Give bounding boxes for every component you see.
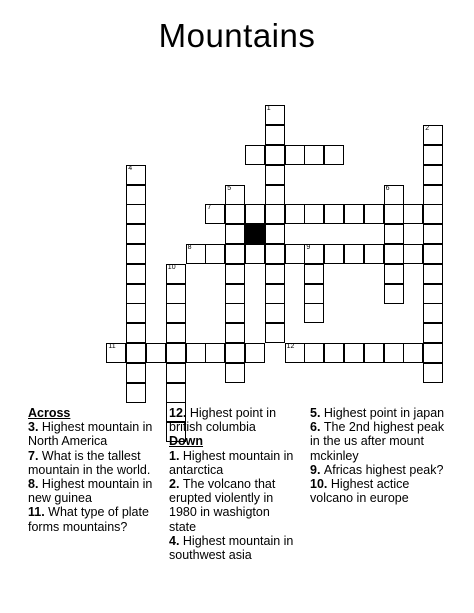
grid-cell[interactable]: [265, 204, 285, 224]
grid-cell[interactable]: [384, 224, 404, 244]
grid-cell[interactable]: [423, 125, 443, 145]
grid-cell[interactable]: [423, 323, 443, 343]
grid-cell[interactable]: [364, 204, 384, 224]
grid-cell[interactable]: [126, 185, 146, 205]
clue-number: 2: [425, 125, 430, 133]
grid-cell[interactable]: [166, 343, 186, 363]
across-clue-list-cont: [169, 406, 297, 434]
grid-cell[interactable]: [146, 343, 166, 363]
grid-cell[interactable]: [225, 323, 245, 343]
grid-cell[interactable]: [186, 244, 206, 264]
grid-cell[interactable]: [126, 224, 146, 244]
down-clue-list: [169, 449, 297, 563]
grid-cell[interactable]: [126, 264, 146, 284]
grid-cell[interactable]: [126, 284, 146, 304]
grid-cell[interactable]: [304, 204, 324, 224]
grid-cell[interactable]: [304, 284, 324, 304]
down-heading: Down: [169, 434, 204, 449]
black-cell: [245, 224, 265, 244]
grid-cell[interactable]: [344, 204, 364, 224]
grid-cell[interactable]: [225, 185, 245, 205]
grid-cell[interactable]: [265, 185, 285, 205]
grid-cell[interactable]: [225, 224, 245, 244]
grid-cell[interactable]: [304, 244, 324, 264]
grid-cell[interactable]: [423, 264, 443, 284]
grid-cell[interactable]: [423, 284, 443, 304]
clue-column-3: [310, 406, 450, 505]
grid-cell[interactable]: [126, 323, 146, 343]
grid-cell[interactable]: [126, 204, 146, 224]
grid-cell[interactable]: [324, 145, 344, 165]
clue-text: 4. Highest mountain in southwest asia: [169, 533, 294, 563]
grid-cell[interactable]: [205, 244, 225, 264]
grid-cell[interactable]: [384, 244, 404, 264]
grid-cell[interactable]: [205, 204, 225, 224]
clue-number: 4: [128, 164, 133, 172]
grid-cell[interactable]: [225, 204, 245, 224]
grid-cell[interactable]: [265, 244, 285, 264]
clue-text: 8. Highest mountain in new guinea: [28, 477, 153, 506]
clue-text: 1. Highest mountain in antarctica: [169, 448, 294, 477]
grid-cell[interactable]: [423, 343, 443, 363]
grid-cell[interactable]: [285, 145, 305, 165]
grid-cell[interactable]: [285, 244, 305, 264]
clue-text: 5. Highest point in japan: [310, 406, 445, 420]
clue-number: 7: [207, 204, 212, 212]
grid-cell[interactable]: [245, 244, 265, 264]
grid-cell[interactable]: [225, 303, 245, 323]
grid-cell[interactable]: [423, 363, 443, 383]
grid-cell[interactable]: [126, 363, 146, 383]
grid-cell[interactable]: [364, 244, 384, 264]
grid-cell[interactable]: [285, 343, 305, 363]
clue-text: 12. Highest point in british columbia: [169, 406, 277, 435]
clue-column-2: [169, 406, 297, 562]
clue-number: 6: [385, 184, 390, 192]
clue-number: 5: [227, 184, 232, 192]
grid-cell[interactable]: [384, 264, 404, 284]
grid-cell[interactable]: [344, 244, 364, 264]
grid-cell[interactable]: [384, 185, 404, 205]
grid-cell[interactable]: [265, 303, 285, 323]
grid-cell[interactable]: [384, 343, 404, 363]
grid-cell[interactable]: [265, 165, 285, 185]
grid-cell[interactable]: [304, 264, 324, 284]
grid-cell[interactable]: [265, 284, 285, 304]
clue-number: 1: [266, 105, 271, 113]
grid-cell[interactable]: [423, 185, 443, 205]
clue-number: 10: [167, 263, 176, 271]
grid-cell[interactable]: [166, 363, 186, 383]
clue-number: 12: [286, 343, 295, 350]
grid-cell[interactable]: [423, 145, 443, 165]
grid-cell[interactable]: [126, 383, 146, 403]
down-clue-list-cont: [310, 406, 450, 505]
grid-cell[interactable]: [423, 165, 443, 185]
grid-cell[interactable]: [403, 204, 423, 224]
grid-cell[interactable]: [364, 343, 384, 363]
grid-cell[interactable]: [304, 343, 324, 363]
grid-cell[interactable]: [126, 343, 146, 363]
grid-cell[interactable]: [304, 145, 324, 165]
grid-cell[interactable]: [265, 125, 285, 145]
clue-text: 11. What type of plate forms mountains?: [28, 505, 149, 534]
grid-cell[interactable]: [423, 244, 443, 264]
clue-text: 7. What is the tallest mountain in the world.: [28, 448, 151, 477]
grid-cell[interactable]: [324, 343, 344, 363]
grid-cell[interactable]: [106, 343, 126, 363]
grid-cell[interactable]: [384, 284, 404, 304]
grid-cell[interactable]: [265, 264, 285, 284]
clue-number: 8: [187, 244, 192, 251]
puzzle-title: Mountains: [158, 17, 316, 54]
grid-cell[interactable]: [166, 323, 186, 343]
clue-text: 10. Highest actice volcano in europe: [310, 477, 410, 506]
grid-cell[interactable]: [265, 145, 285, 165]
clue-number: 11: [108, 343, 116, 350]
grid-cell[interactable]: [423, 303, 443, 323]
grid-cell[interactable]: [126, 244, 146, 264]
grid-cell[interactable]: [126, 303, 146, 323]
grid-cell[interactable]: [166, 284, 186, 304]
grid-cell[interactable]: [205, 343, 225, 363]
clue-text: 3. Highest mountain in North America: [28, 420, 153, 449]
grid-cell[interactable]: [265, 323, 285, 343]
grid-cell[interactable]: [324, 204, 344, 224]
grid-cell[interactable]: [225, 284, 245, 304]
grid-cell[interactable]: [324, 244, 344, 264]
grid-cell[interactable]: [225, 343, 245, 363]
grid-cell[interactable]: [126, 165, 146, 185]
grid-cell[interactable]: [285, 204, 305, 224]
clue-text: 9. Africas highest peak?: [310, 462, 444, 477]
grid-cell[interactable]: [245, 145, 265, 165]
grid-cell[interactable]: [265, 224, 285, 244]
clue-number: 9: [306, 244, 311, 251]
grid-cell[interactable]: [423, 224, 443, 244]
grid-cell[interactable]: [186, 343, 206, 363]
grid-cell[interactable]: [344, 343, 364, 363]
grid-cell[interactable]: [384, 204, 404, 224]
grid-cell[interactable]: [225, 264, 245, 284]
grid-cell[interactable]: [403, 244, 423, 264]
grid-cell[interactable]: [423, 204, 443, 224]
grid-cell[interactable]: [166, 383, 186, 403]
grid-cell[interactable]: [166, 264, 186, 284]
across-clue-list: [28, 420, 166, 534]
across-heading: Across: [28, 406, 71, 420]
grid-cell[interactable]: [225, 244, 245, 264]
clue-column-1: [28, 406, 166, 534]
grid-cell[interactable]: [245, 343, 265, 363]
grid-cell[interactable]: [245, 204, 265, 224]
clue-text: 6. The 2nd highest peak in the us after mount mckinley: [310, 420, 445, 463]
clue-text: 2. The volcano that erupted violently in 1980 in washigton state: [169, 477, 276, 534]
grid-cell[interactable]: [403, 343, 423, 363]
grid-cell[interactable]: [265, 105, 285, 125]
grid-cell[interactable]: [166, 303, 186, 323]
grid-cell[interactable]: [304, 303, 324, 323]
grid-cell[interactable]: [225, 363, 245, 383]
